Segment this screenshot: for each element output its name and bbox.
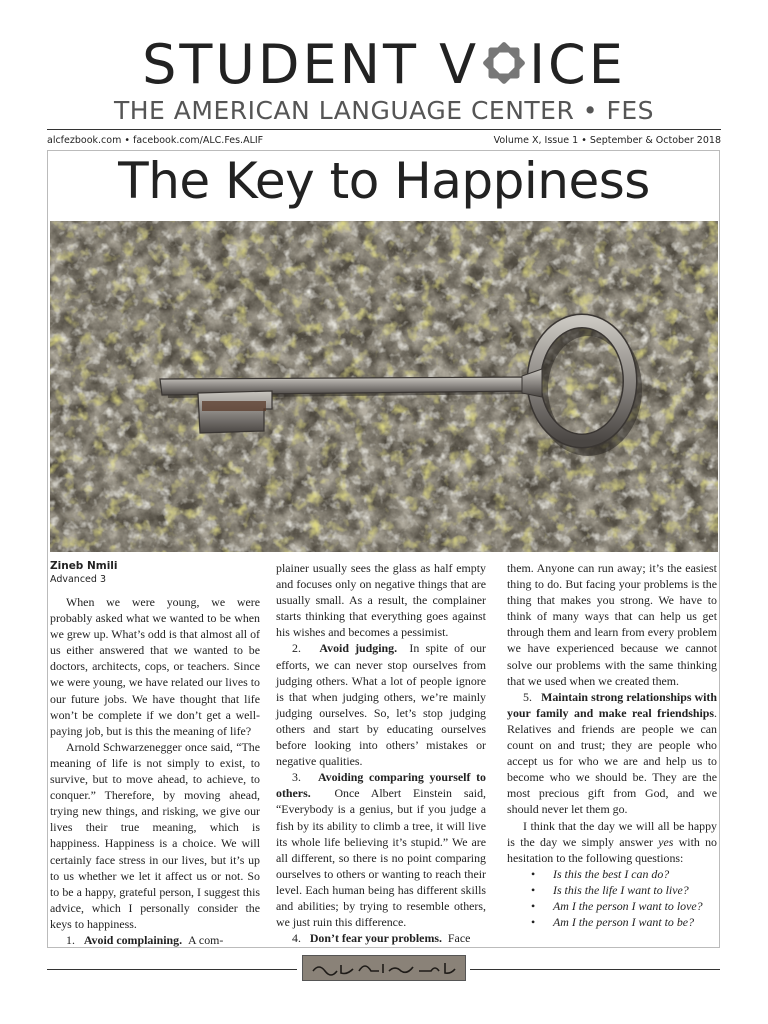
point-1-number: 1. [66,932,75,947]
question-item: • Is this the life I want to live? [507,882,717,898]
masthead-title-right: ICE [529,33,626,96]
paragraph: them. Anyone can run away; it’s the easiest thing to do. But facing your problems is the thing that makes you strong. We have to think of many ways that can help us get through them and learn from every problem we have experienced because we cannot solve our problems with the same thinking that we used when we created them. [507,561,717,688]
point-4 [276,930,486,946]
point-4-tail: Face [447,931,471,946]
question-item: • Am I the person I want to be? [507,914,717,930]
point-3-body: Once Albert Einstein said, “Everybody is a genius, but if you judge a fish by its ability to climb a tree, it will live its whole life believing it’s stupid.” We are all different, so there is no point comparing ourselves to others or wanting to reach their level. Each human being has different skills and abilities; by trying to resemble others, we just ruin this difference. [276,786,486,930]
masthead-rule [47,129,721,130]
author-level: Advanced 3 [50,574,106,585]
key-bit [198,391,272,433]
article-column-1 [50,560,260,948]
article-column-3 [507,560,717,930]
question-item: • Is this the best I can do? [507,866,717,882]
alc-arabic-logo [302,955,466,981]
point-5-body: . Relatives and friends are people we can count on and trust; they are people who accept us for who we are and help us to become who we should be. They are the most precious gift from God, and we should never let them go. [507,705,717,817]
point-3-number: 3. [292,770,301,785]
point-4-heading: Don’t fear your problems. [309,931,442,946]
article-headline: The Key to Happiness [118,152,650,210]
article-column-2 [276,560,486,946]
question-item: • Am I the person I want to love? [507,898,717,914]
closing-yes: yes [658,834,674,849]
footer-rule-left [47,969,297,970]
footer-rule-right [470,969,720,970]
point-4-number: 4. [292,931,301,946]
paragraph: Arnold Schwarzenegger once said, “The meaning of life is not simply to exist, to survive, but to move ahead, to achieve, to conquer.” Therefore, by moving ahead, trying new things, and risking, we give our lives their true meaning, which is happiness. Happiness is a choice. We will certainly face stress in our lives, but it’s up to us whether we let it affect us or not. So to be a happy, grateful person, I suggest this advice, which I personally consider the keys to happiness. [50,739,260,931]
closing-post: with no hesitation to the following questions: [507,834,717,865]
point-5-number: 5. [523,689,532,704]
masthead-subtitle: THE AMERICAN LANGUAGE CENTER • FES [113,96,655,125]
point-2-body: In spite of our efforts, we can never stop ourselves from judging others. What a lot of people ignore is that when judging others, we’re mainly judging ourselves. So, let’s stop judging others and start by educating ourselves before looking into others’ mistakes or negative qualities. [276,641,486,769]
paragraph: plainer usually sees the glass as half empty and focuses only on negative things that are usually small. As a result, the complainer starts thinking that everything goes against his wishes and becomes a pessimist. [276,561,486,640]
point-2 [276,640,486,769]
masthead-title [0,33,768,96]
questions-list [507,866,717,930]
closing-paragraph [507,818,717,866]
closing-pre: I think that the day we will all be happy is the day we simply answer [507,818,717,849]
point-2-heading: Avoid judging. [319,641,398,656]
paragraph: When we were young, we were probably asked what we wanted to be when we grew up. What’s odd is that almost all of us either answered that we wanted to be doctors, architects, cops, or teachers. Since we were young, we have related our lives to our future jobs. We have thought that life won’t be complete if we don’t get a well-paying job, but is this the meaning of life? [50,595,260,738]
point-1 [50,932,260,948]
author-name: Zineb Nmili [50,560,118,572]
info-bar-links: alcfezbook.com • facebook.com/ALC.Fes.ALIF [47,135,264,146]
point-1-heading: Avoid complaining. [83,932,183,947]
arabic-calligraphy-icon [309,959,459,977]
point-2-number: 2. [292,641,301,656]
point-5-heading: Maintain strong relationships with your family and make real friendships [507,689,718,720]
masthead-title-left: STUDENT V [142,33,480,96]
point-3-heading: Avoiding comparing yourself to others. [276,770,486,801]
masthead [0,33,768,125]
info-bar-issue: Volume X, Issue 1 • September & October 2018 [493,135,721,146]
point-1-tail: A com- [188,932,224,947]
key-photo [50,221,718,552]
eight-point-star-icon [480,39,528,87]
point-3 [276,769,486,930]
point-5 [507,689,717,818]
